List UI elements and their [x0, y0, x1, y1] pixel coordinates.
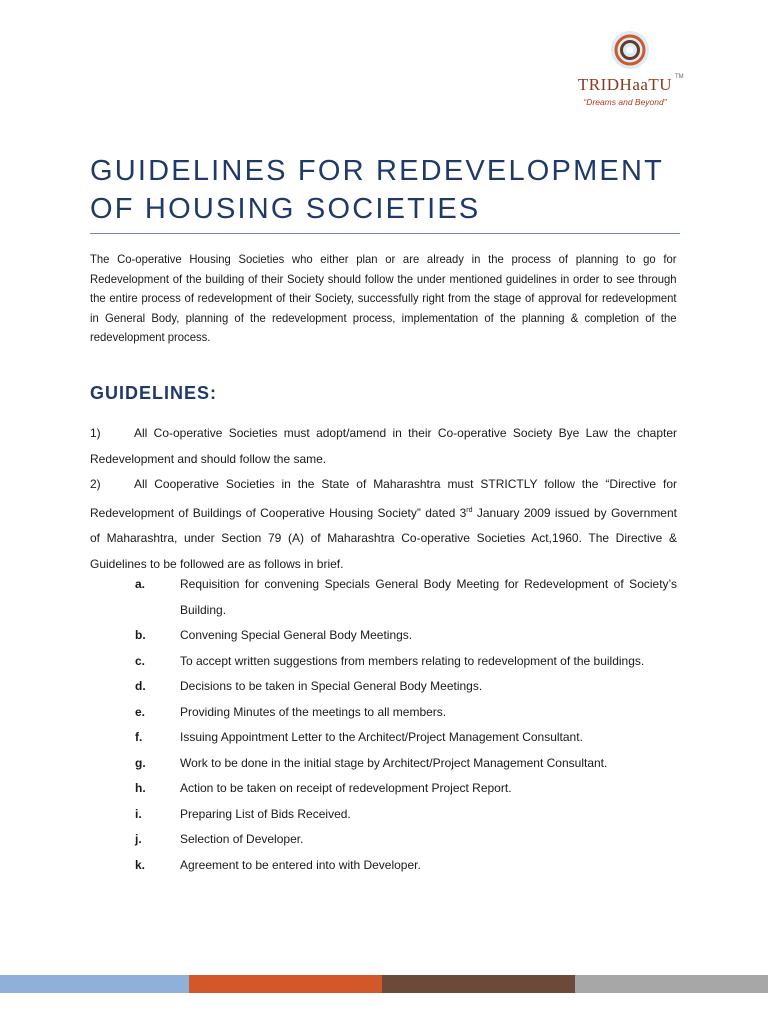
- list-item: [90, 623, 680, 649]
- list-text: Convening Special General Body Meetings.: [180, 628, 413, 642]
- list-item: [90, 700, 680, 726]
- paragraph-number: 1): [90, 426, 101, 440]
- guideline-paragraph-2: [90, 472, 677, 577]
- paragraph-number: 2): [90, 477, 101, 491]
- list-item: [90, 725, 680, 751]
- list-letter: i.: [135, 806, 142, 821]
- list-letter: b.: [135, 628, 146, 642]
- list-item: [90, 802, 680, 828]
- list-text: Providing Minutes of the meetings to all members.: [180, 704, 447, 719]
- footer-segment-blue: [0, 975, 189, 993]
- logo-name: TRIDHaaTU: [577, 75, 673, 94]
- list-item: [90, 674, 680, 700]
- guidelines-heading: GUIDELINES:: [90, 383, 218, 403]
- logo-mark-icon: [610, 28, 650, 72]
- guideline-paragraph-1: [90, 421, 677, 472]
- footer-color-bar: [0, 975, 768, 993]
- list-letter: k.: [135, 857, 146, 872]
- list-letter: d.: [135, 679, 146, 693]
- paragraph-text: All Co-operative Societies must adopt/amend in their Co-operative Society Bye Law the chapter Redevelopment and should follow the same.: [90, 426, 677, 466]
- list-letter: j.: [135, 832, 142, 846]
- company-logo: [560, 28, 700, 128]
- list-text: Work to be done in the initial stage by Architect/Project Management Consultant.: [180, 755, 608, 770]
- logo-tagline: “Dreams and Beyond”: [583, 97, 667, 107]
- list-item: [90, 572, 680, 623]
- paragraph-text: All Cooperative Societies in the State of Maharashtra must STRICTLY follow the “Directive for Redevelopment of Buildings of Cooperative Housing Society” dated 3: [90, 477, 677, 520]
- directive-list: [90, 572, 680, 878]
- list-text: Agreement to be entered into with Developer.: [180, 857, 421, 872]
- list-item: [90, 853, 680, 879]
- list-letter: a.: [135, 577, 146, 591]
- list-text: Action to be taken on receipt of redevelopment Project Report.: [180, 781, 512, 795]
- footer-segment-gray: [575, 975, 768, 993]
- list-letter: g.: [135, 755, 146, 770]
- ordinal-suffix: rd: [466, 506, 473, 514]
- paragraph-text-continued: January 2009 issued by Government of Maharashtra, under Section 79 (A) of Maharashtra Co-operative Societies Act,1960. The Directive & Guidelines to be followed are as follows in brief.: [90, 505, 677, 571]
- list-letter: f.: [135, 730, 143, 744]
- list-item: [90, 827, 680, 853]
- footer-segment-brown: [382, 975, 575, 993]
- list-text: Issuing Appointment Letter to the Architect/Project Management Consultant.: [180, 730, 583, 744]
- intro-paragraph: The Co-operative Housing Societies who either plan or are already in the process of planning to go for Redevelopment of the building of their Society should follow the under mentioned guidelines in order to see through the entire process of redevelopment of their Society, successfully right from the stage of approval for redevelopment in General Body, planning of the redevelopment process, implementation of the planning & completion of the redevelopment process.: [90, 252, 677, 344]
- title-line-2: OF HOUSING SOCIETIES: [90, 193, 481, 225]
- list-text: Selection of Developer.: [180, 832, 304, 846]
- title-divider: [90, 233, 680, 234]
- list-item: [90, 776, 680, 802]
- list-text: To accept written suggestions from members relating to redevelopment of the buildings.: [180, 653, 645, 668]
- list-letter: c.: [135, 653, 146, 668]
- logo-trademark: TM: [675, 74, 684, 80]
- list-letter: h.: [135, 781, 146, 795]
- title-line-1: GUIDELINES FOR REDEVELOPMENT: [90, 155, 665, 187]
- footer-segment-orange: [189, 975, 382, 993]
- page-title: [90, 152, 664, 228]
- list-text: Decisions to be taken in Special General Body Meetings.: [180, 679, 483, 693]
- list-text: Preparing List of Bids Received.: [180, 806, 351, 821]
- list-item: [90, 751, 680, 777]
- list-text: Requisition for convening Specials General Body Meeting for Redevelopment of Society’s Building.: [180, 577, 677, 617]
- list-letter: e.: [135, 704, 146, 719]
- list-item: [90, 649, 680, 675]
